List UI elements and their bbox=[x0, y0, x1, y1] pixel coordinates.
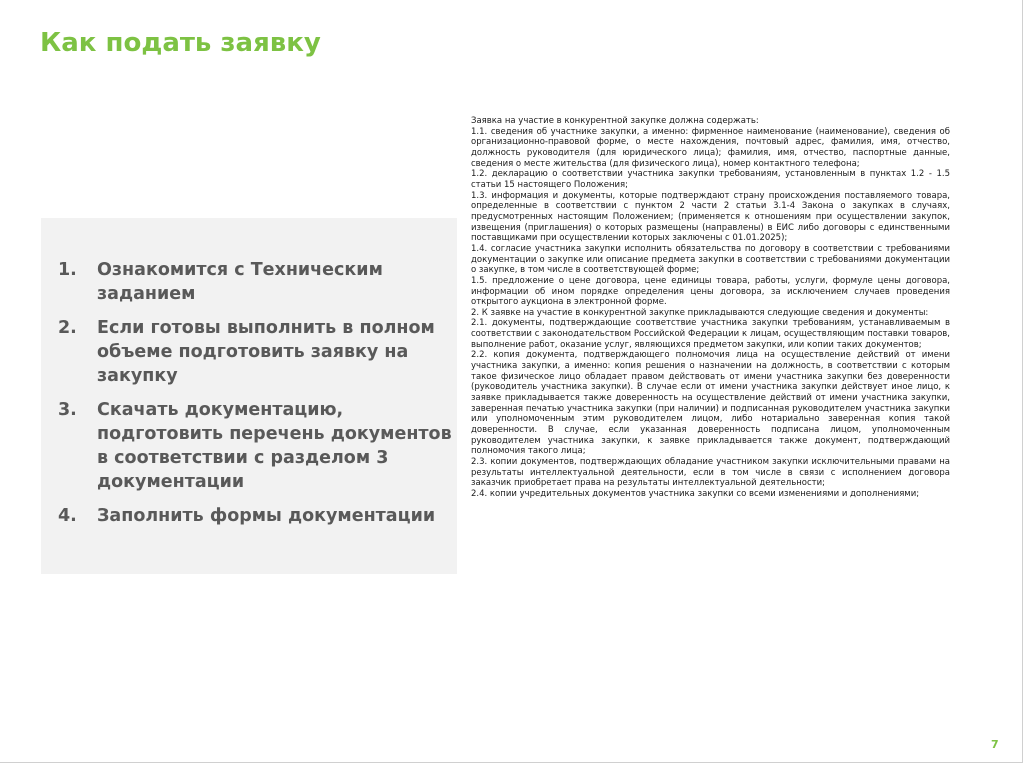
step-number: 4. bbox=[58, 506, 77, 526]
doc-paragraph: 1.3. информация и документы, которые подтверждают страну происхождения поставляемого товара, определенные в соответствии с пунктом 2 части 2 статьи 3.1-4 Закона о закупках в случаях, предусмотренных настоящим Положением; (применяется к отношениям при осуществлении закупок, извещения (приглашения) о которых размещены (направлены) в ЕИС либо договоры с единственными поставщиками при осуществлении которых заключены с 01.01.2025); bbox=[471, 190, 950, 244]
step-text: Если готовы выполнить в полном объеме подготовить заявку на закупку bbox=[97, 318, 435, 386]
doc-paragraph: 2.1. документы, подтверждающие соответствие участника закупки требованиям, устанавливаемым в соответствии с законодательством Российской Федерации к лицам, осуществляющим поставки товаров, выполнение работ, оказание услуг, являющихся предметом закупки, или копии таких документов; bbox=[471, 318, 950, 350]
doc-paragraph: 1.5. предложение о цене договора, цене единицы товара, работы, услуги, формуле цены договора, информации об ином порядке определения цены договора, за исключением случаев проведения открытого аукциона в электронной форме. bbox=[471, 275, 950, 308]
step-number: 3. bbox=[58, 400, 77, 420]
page-number: 7 bbox=[991, 738, 999, 751]
step-text: Заполнить формы документации bbox=[97, 506, 436, 526]
doc-paragraph: 1.1. сведения об участнике закупки, а именно: фирменное наименование (наименование), сведения об организационно-правовой форме, о месте нахождения, почтовый адрес, фамилия, имя, отчество, должность руководителя (для юридического лица); фамилия, имя, отчество, паспортные данные, сведения о месте жительства (для физического лица), номер контактного телефона; bbox=[471, 126, 950, 169]
slide-title: Как подать заявку bbox=[40, 28, 321, 58]
step-item bbox=[58, 316, 454, 388]
steps-list bbox=[58, 258, 454, 538]
doc-paragraph: 2.2. копия документа, подтверждающего полномочия лица на осуществление действий от имени участника закупки, а именно: копия решения о назначении на должность, в соответствии с которым такое физическое лицо обладает правом действовать от имени участника закупки без доверенности (руководитель участника закупки). В случае если от имени участника закупки действует иное лицо, к заявке прикладывается также доверенность на осуществление действий от имени участника закупки, заверенная печатью участника закупки (при наличии) и подписанная руководителем участника закупки или уполномоченным этим руководителем лицом, либо нотариально заверенная копия такой доверенности. В случае, если указанная доверенность подписана лицом, уполномоченным руководителем участника закупки, к заявке прикладывается также документ, подтверждающий полномочия такого лица; bbox=[471, 350, 950, 457]
requirements-text bbox=[471, 116, 950, 500]
step-number: 2. bbox=[58, 318, 77, 338]
step-text: Ознакомится с Техническим заданием bbox=[97, 260, 383, 304]
doc-paragraph: 1.2. декларацию о соответствии участника закупки требованиям, установленным в пунктах 1.2 - 1.5 статьи 15 настоящего Положения; bbox=[471, 169, 950, 190]
doc-paragraph: 2. К заявке на участие в конкурентной закупке прикладываются следующие сведения и документы: bbox=[471, 307, 929, 318]
doc-paragraph: 2.4. копии учредительных документов участника закупки со всеми изменениями и дополнениями; bbox=[471, 488, 920, 499]
step-item bbox=[58, 398, 454, 494]
doc-paragraph: Заявка на участие в конкурентной закупке должна содержать: bbox=[471, 116, 759, 126]
step-number: 1. bbox=[58, 260, 77, 280]
doc-paragraph: 2.3. копии документов, подтверждающих обладание участником закупки исключительными правами на результаты интеллектуальной деятельности, если в том числе в связи с исполнением договора заказчик приобретает права на результаты интеллектуальной деятельности; bbox=[471, 457, 950, 489]
step-item bbox=[58, 258, 454, 306]
step-text: Скачать документацию, подготовить перечень документов в соответствии с разделом 3 документации bbox=[97, 400, 452, 492]
doc-paragraph: 1.4. согласие участника закупки исполнить обязательства по договору в соответствии с требованиями документации о закупке или описание предмета закупки в соответствии с требованиями документации о закупке, в том числе в соответствующей форме; bbox=[471, 243, 950, 276]
step-item bbox=[58, 504, 454, 528]
